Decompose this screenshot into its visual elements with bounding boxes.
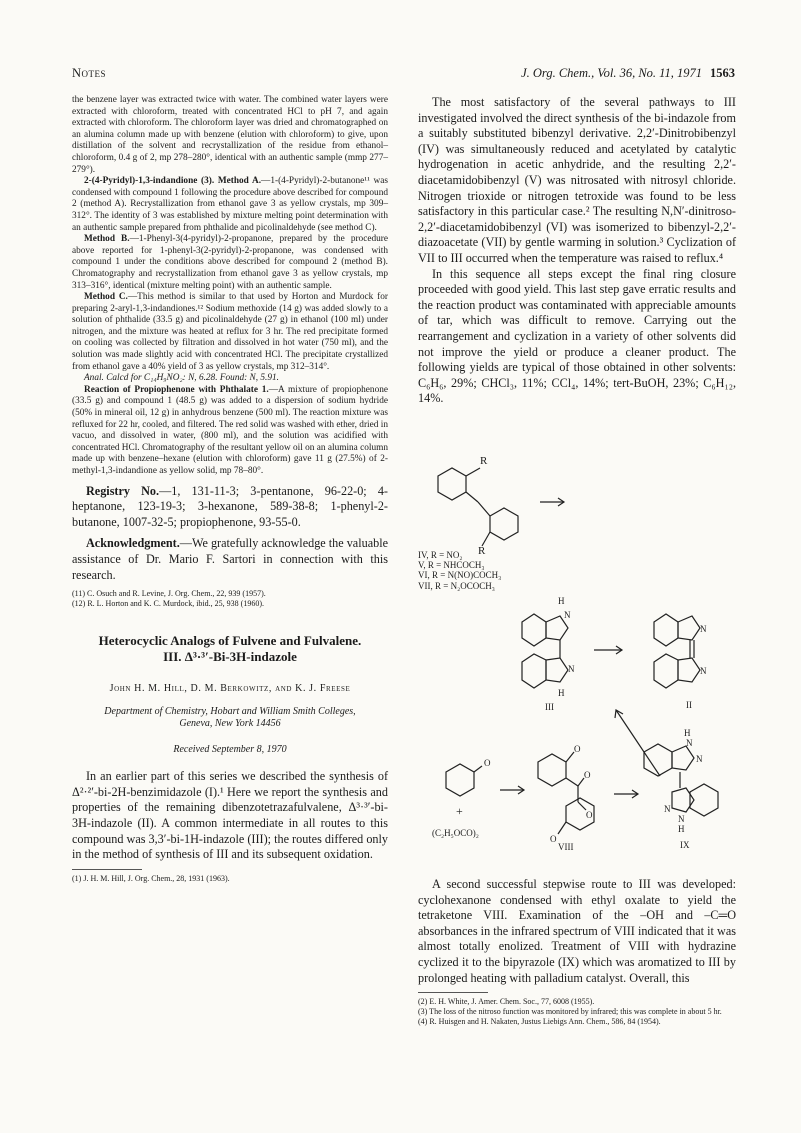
substituent-item: V, R = NHCOCH₃: [418, 560, 485, 571]
substituent-item: IV, R = NO₂: [418, 550, 463, 560]
footnotes-right: [418, 997, 736, 1027]
paragraph: A second successful stepwise route to III was developed: cyclohexanone condensed with ethyl oxalate to yield the tetraketone VIII. Examination of the –OH and –C═O absorbances in the infrared spectrum of VIII indicated that it was almost totally enolized. Treatment of VIII with hydrazine cyclized it to the bipyrazole (IX) which was aromatized to III by prolonged heating with palladium catalyst. Overall, this: [418, 877, 736, 985]
plus-sign: +: [456, 804, 463, 818]
section-label: Notes: [72, 66, 107, 80]
paragraph: In this sequence all steps except the final ring closure proceeded with good yield. This last step gave erratic results and the reaction product was contaminated with appreciable amounts of tar, which was difficult to remove. Carrying out the rearrangement and cyclization in a variety of other solvents did not improve the yield or produce a cleaner product. The following yields are typical of those obtained in other solvents: C₆H₆, 29%; CHCl₃, 11%; CCl₄, 14%; tert-BuOH, 23%; C₆H₁₂, 14%.: [418, 266, 736, 406]
atom-label: O: [586, 810, 593, 820]
benzene-ring: [438, 468, 466, 500]
paragraph: Method C.—This method is similar to that used by Horton and Murdock for preparing 2-aryl-1,3-indandiones.¹² Sodium methoxide (14 g) was added slowly to a solution of phthalide (33.5 g) and picolinaldehyde (27 g) in ethanol (100 ml) under nitrogen, and the mixture was heated at reflux for 3 hr. The red precipitate formed on cooling was collected by filtration and dissolved in hot water (750 ml), and the solution was made slightly acid with concentrated HCl. The precipitate crystallized from ethanol gave a 40% yield of 3 as yellow crystals, mp 312–314°.: [72, 292, 388, 372]
atom-label: H: [558, 688, 565, 698]
atom-label: H: [558, 596, 565, 606]
acknowledgment-paragraph: Acknowledgment.—We gratefully acknowledge the valuable assistance of Dr. Mario F. Sartori in connection with this research.: [72, 536, 388, 582]
reaction-scheme: [418, 450, 738, 870]
atom-label: H: [684, 728, 691, 738]
analysis-line: Anal. Calcd for C₁₄H₉NO₂: N, 6.28. Found: N, 5.91.: [84, 373, 279, 384]
atom-label: N: [700, 666, 707, 676]
compound-label-IX: IX: [680, 840, 690, 850]
atom-label: N: [664, 804, 671, 814]
atom-label: O: [484, 758, 491, 768]
footnote: (4) R. Huisgen and H. Nakaten, Justus Liebigs Ann. Chem., 586, 84 (1954).: [418, 1017, 661, 1027]
footnote: (2) E. H. White, J. Amer. Chem. Soc., 77, 6008 (1955).: [418, 997, 595, 1007]
atom-label: O: [574, 744, 581, 754]
received-date: Received September 8, 1970: [173, 744, 287, 756]
right-column-bottom: [418, 877, 736, 1027]
paragraph: The most satisfactory of the several pathways to III investigated involved the direct synthesis of the bi-indazole from a suitably substituted bibenzyl derivative. 2,2′-Dinitrobibenzyl (IV) was simultaneously reduced and acetylated by catalytic hydrogenation in acetic anhydride, and the resulting 2,2′-diacetamidobibenzyl (V) was nitrosated with nitrosyl chloride. Nitrogen trioxide or nitrogen tetroxide was found to be less satisfactory in this particular case.² The resulting N,N′-dinitroso-2,2′-diacetamidobibenzyl (VI) was isomerized to bibenzyl-2,2′-diazoacetate (VII) by gentle warming in solution.³ Cyclization of VII to III occurred when the temperature was raised to reflux.⁴: [418, 95, 736, 265]
experimental-section: [72, 95, 388, 478]
compound-label-II: II: [686, 700, 692, 710]
page-number: 1563: [710, 66, 735, 80]
substituent-item: VII, R = N₂OCOCH₃: [418, 580, 495, 591]
left-column: [72, 95, 388, 884]
substituent-list: [418, 550, 501, 591]
compound-label-VIII: VIII: [558, 842, 574, 852]
substituent-r-top: R: [480, 455, 488, 467]
footnote: (3) The loss of the nitroso function was monitored by infrared; this was complete in about 5 hr.: [418, 1007, 722, 1017]
paragraph: In an earlier part of this series we described the synthesis of Δ²·²′-bi-2H-benzimidazole (I).¹ Here we report the synthesis and properties of the remaining dibenzotetrazafulvalene, Δ³·³′-bi-3H-indazole (II). A common intermediate in all routes to this compound was 3,3′-bi-1H-indazole (III); the routes differed only in the method of synthesis of III and its subsequent oxidation.: [72, 769, 388, 862]
footnote: (11) C. Osuch and R. Levine, J. Org. Chem., 22, 939 (1957).: [72, 589, 266, 599]
atom-label: N: [696, 754, 703, 764]
benzene-ring: [490, 508, 518, 540]
paragraph: 2-(4-Pyridyl)-1,3-indandione (3). Method A.—1-(4-Pyridyl)-2-butanone¹¹ was condensed with compound 1 following the procedure above described for compound 2 (method A). Recrystallization from ethanol gave 3 as yellow crystals, mp 309–312°. The identity of 3 was established by mixture melting point determination with an authentic sample prepared from phthalide and picolinaldehyde (see method C).: [72, 176, 388, 233]
atom-label: O: [584, 770, 591, 780]
paragraph: Reaction of Propiophenone with Phthalate 1.—A mixture of propiophenone (33.5 g) and compound 1 (48.5 g) was added to a dispersion of sodium hydride (50% in mineral oil, 12 g) in anhydrous benzene (500 ml). The reaction mixture was refluxed for 22 hr, cooled, and filtered. The red solid was washed with ether, dried in vacuo, and dissolved in water, (800 ml), and the solution was acidified with concentrated HCl. Chromatography of the resultant yellow oil on an alumina column made up with benzene–hexane (elution with chloroform) gave 11 g (27.5%) of 2-methyl-1,3-indandione as yellow solid, mp 78–80°.: [72, 384, 389, 476]
affiliation: Department of Chemistry, Hobart and William Smith Colleges, Geneva, New York 14456: [104, 706, 356, 730]
atom-label: N: [686, 738, 693, 748]
authors: John H. M. Hill, D. M. Berkowitz, and K. J. Freese: [109, 683, 351, 695]
atom-label: O: [550, 834, 557, 844]
article-title: Heterocyclic Analogs of Fulvene and Fulvalene. III. Δ³·³′-Bi-3H-indazole: [98, 633, 362, 665]
footnote: (1) J. H. M. Hill, J. Org. Chem., 28, 1931 (1963).: [72, 873, 230, 883]
substituent-r-bottom: R: [478, 545, 486, 557]
atom-label: N: [700, 624, 707, 634]
footnotes-left: [72, 589, 388, 609]
journal-citation: J. Org. Chem., Vol. 36, No. 11, 1971 1563: [521, 66, 735, 80]
atom-label: N: [678, 814, 685, 824]
right-column-top: [418, 95, 736, 407]
running-header: [72, 66, 735, 84]
registry-paragraph: Registry No.—1, 131-11-3; 3-pentanone, 96-22-0; 4-heptanone, 123-19-3; 3-hexanone, 589-38-8; 1-phenyl-2-butanone, 1007-32-5; propiophenone, 93-55-0.: [72, 483, 388, 529]
scheme-drawing: [418, 450, 738, 870]
atom-label: N: [568, 664, 575, 674]
substituent-item: VI, R = N(NO)COCH₃: [418, 570, 502, 581]
paragraph: the benzene layer was extracted twice with water. The combined water layers were extracted with chloroform, treated with concentrated HCl to pH 7, and again extracted with chloroform. The chloroform layer was dried and chromatographed on an alumina column made up with benzene (elution with chloroform) to give, upon distillation of the solvent and recrystallization of the residue from ethanol–chloroform, 0.4 g of 2, mp 278–280°, identical with an authentic sample (mmp 277–279°).: [72, 95, 388, 175]
registry-block: [72, 484, 388, 584]
atom-label: H: [678, 824, 685, 834]
introduction: [72, 769, 388, 863]
footnote: (12) R. L. Horton and K. C. Murdock, ibid., 25, 938 (1960).: [72, 599, 264, 609]
footnotes-left-bottom: [72, 874, 388, 884]
paragraph: Method B.—1-Phenyl-3(4-pyridyl)-2-propanone, prepared by the procedure above reported for 1-phenyl-3(2-pyridyl)-2-propanone, was condensed with compound 1 under the conditions above described for compound 2 (method B). Chromatography and recrystallization from ethanol gave 3 as yellow crystals, mp 313–316°, identical (mixture melting point) with an authentic sample.: [72, 234, 388, 291]
atom-label: N: [564, 610, 571, 620]
reagent-label: (C₂H₅OCO)₂: [432, 828, 479, 838]
compound-label-III: III: [545, 702, 554, 712]
